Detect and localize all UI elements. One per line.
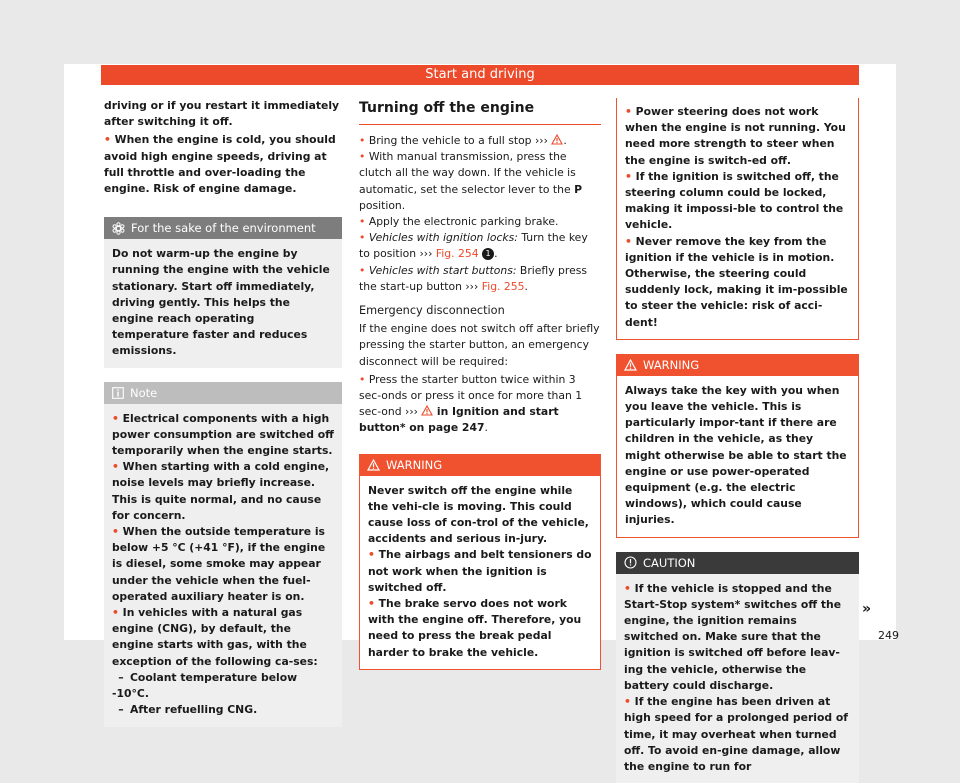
warning-box-body: [359, 476, 601, 670]
note-box-title: Note: [130, 385, 158, 400]
warning-triangle-icon: [421, 405, 433, 416]
intro-text: driving or if you restart it immediately after switching it off.: [104, 99, 340, 129]
warning-text: Never switch off the engine while the vehi-cle is moving. This could cause loss of con-trol of the vehicle, accidents and serious in-jury.: [368, 483, 589, 546]
environment-box: [104, 217, 342, 367]
warning-triangle-icon: [624, 359, 637, 371]
note-item: • When the outside temperature is below +5 °C (+41 °F), if the engine is diesel, some smoke may appear under the vehicle when the fuel-operated auxiliary heater is on.: [112, 525, 326, 603]
continue-marker: »: [862, 601, 872, 617]
step-item: • Apply the electronic parking brake.: [359, 215, 559, 229]
caution-box-body: [616, 574, 859, 783]
step-item: • Bring the vehicle to a full stop ››› .: [359, 134, 567, 147]
warning-box-2: [616, 354, 859, 538]
warning-item: • Power steering does not work when the engine is not running. You need more strength to steer when the engine is switch-ed off.: [625, 105, 846, 167]
note-item: • In vehicles with a natural gas engine (CNG), by default, the engine starts with gas, with the exception of the following ca-ses:: [112, 606, 318, 668]
environment-box-text: Do not warm-up the engine by running the engine with the vehicle stationary. Start off immediately, driving gently. This helps the engine reach operating temperature faster and reduces emissions.: [104, 239, 342, 367]
step-item: • Press the starter button twice within 3 sec-onds or press it once for more than 1 sec-ond ››› in Ignition and start button* on page 247.: [359, 372, 583, 435]
note-box: [104, 382, 342, 727]
warning-box-2-text: Always take the key with you when you leave the vehicle. This is particularly impor-tant if there are children in the vehicle, as they might otherwise be able to start the engine or use power-operated equipment (e.g. the electric windows), which could cause injuries.: [616, 376, 859, 538]
step-item: • Vehicles with ignition locks: Turn the key to position ››› Fig. 254 1 .: [359, 231, 588, 261]
figure-link[interactable]: Fig. 254: [435, 247, 479, 261]
warning-box: [359, 454, 601, 670]
note-subitem: – Coolant temperature below -10°C.: [112, 670, 298, 701]
note-item: • When starting with a cold engine, noise levels may briefly increase. This is quite normal, and no cause for concern.: [112, 460, 330, 522]
warning-item: • The brake servo does not work with the engine off. Therefore, you need to press the break pedal harder to brake the vehicle.: [368, 597, 582, 659]
warning-triangle-icon: [367, 459, 380, 471]
caution-circle-icon: [624, 556, 637, 569]
column-right: [616, 98, 859, 783]
intro-bullet: • When the engine is cold, you should avoid high engine speeds, driving at full throttle and over-loading the engine. Risk of engine damage.: [104, 133, 336, 196]
warning-triangle-icon: [551, 134, 563, 145]
caution-box: [616, 552, 859, 783]
warning-box-2-header: [616, 354, 859, 376]
note-box-header: [104, 382, 342, 404]
note-subitem: – After refuelling CNG.: [118, 703, 258, 717]
warning-box-title: WARNING: [386, 457, 443, 472]
step-item: • With manual transmission, press the clutch all the way down. If the vehicle is automatic, set the selector lever to the P position.: [359, 150, 583, 212]
warning-item: • Never remove the key from the ignition if the vehicle is in motion. Otherwise, the steering could suddenly lock, making it im-possible to steer the vehicle: risk of acci-dent!: [625, 234, 848, 329]
caution-item: • If the vehicle is stopped and the Start-Stop system* switches off the engine, the ignition remains switched on. Make sure that the ignition is switched off before leav-ing the vehicle, otherwise the battery could discharge.: [624, 581, 842, 692]
caution-box-header: [616, 552, 859, 574]
subsection-title: Emergency disconnection: [359, 304, 505, 318]
step-item: • Vehicles with start buttons: Briefly press the start-up button ››› Fig. 255.: [359, 263, 587, 293]
callout-number: 1: [482, 248, 494, 260]
cross-reference-link[interactable]: in Ignition and start button* on page 247: [359, 405, 559, 435]
emergency-text: If the engine does not switch off after briefly pressing the starter button, an emergency disconnect will be required:: [359, 322, 600, 368]
info-icon: [112, 387, 124, 399]
bullet-icon: •: [104, 133, 115, 147]
figure-link[interactable]: Fig. 255: [481, 279, 525, 293]
caution-box-title: CAUTION: [643, 555, 696, 570]
page-number: 249: [878, 629, 899, 642]
caution-item: • If the engine has been driven at high speed for a prolonged period of time, it may overheat when turned off. To avoid en-gine damage, allow the engine to run for: [624, 695, 849, 773]
leaf-icon: [112, 222, 125, 235]
section-title: Turning off the engine: [359, 98, 601, 125]
environment-box-title: For the sake of the environment: [131, 221, 316, 236]
warning-item: • The airbags and belt tensioners do not work when the ignition is switched off.: [368, 548, 592, 594]
note-item: • Electrical components with a high power consumption are switched off temporarily when the engine starts.: [112, 411, 334, 458]
warning-box-header: [359, 454, 601, 476]
page-header: Start and driving: [101, 65, 859, 85]
environment-box-header: [104, 217, 342, 239]
warning-box-2-title: WARNING: [643, 357, 700, 372]
column-middle: [359, 98, 601, 670]
column-left: [104, 98, 342, 727]
warning-box-continued: [616, 98, 859, 340]
warning-item: • If the ignition is switched off, the steering column could be locked, making it impossi-ble to control the vehicle.: [625, 169, 844, 232]
note-box-body: [104, 404, 342, 727]
